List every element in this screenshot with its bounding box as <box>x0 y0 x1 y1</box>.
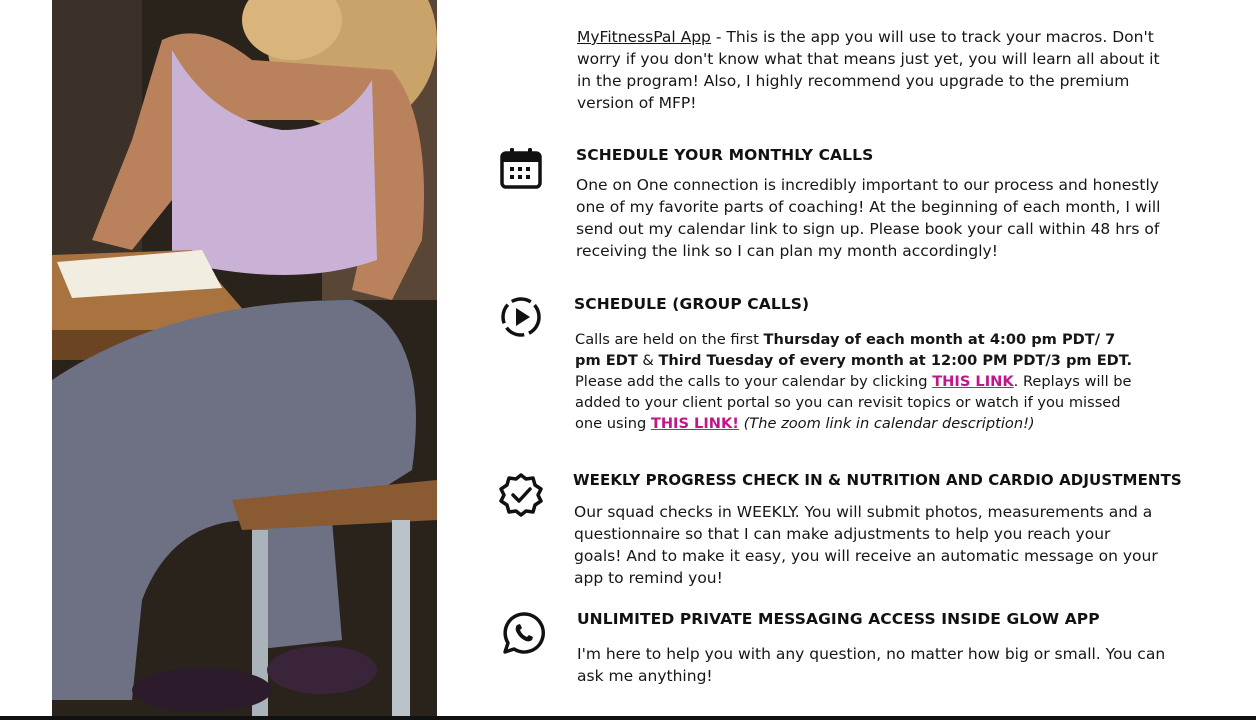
group-text-4: . Replays will be added to your client portal so you can revisit topics or watch if you missed one using <box>575 373 1132 432</box>
weekly-body: Our squad checks in WEEKLY. You will submit photos, measurements and a questionnaire so that I can make adjustments to help you reach your goals! And to make it easy, you will receive an automatic message on your app to remind you! <box>574 503 1158 587</box>
whatsapp-icon <box>502 611 546 655</box>
group-calls-heading: SCHEDULE (GROUP CALLS) <box>574 295 810 313</box>
group-text-1: Calls are held on the first <box>575 331 764 348</box>
group-thursday-time: Thursday of each month at 4:00 pm PDT/ 7 pm EDT <box>575 331 1116 369</box>
mfp-paragraph <box>577 26 1167 114</box>
group-text-3: Please add the calls to your calendar by clicking <box>575 373 933 390</box>
hero-photo <box>52 0 437 718</box>
group-calls-body <box>575 329 1135 434</box>
group-text-2: & <box>637 352 659 369</box>
calendar-link[interactable]: THIS LINK <box>932 373 1014 390</box>
mfp-app-link[interactable]: MyFitnessPal App <box>577 28 711 46</box>
messaging-body: I'm here to help you with any question, no matter how big or small. You can ask me anything! <box>577 645 1166 685</box>
woman-reading-illustration <box>52 0 437 718</box>
badge-check-icon <box>498 472 542 516</box>
mfp-text: - This is the app you will use to track your macros. Don't worry if you don't know what that means just yet, you will learn all about it in the program! Also, I highly recommend you upgrade to the premium version of MFP! <box>577 28 1160 112</box>
weekly-heading: WEEKLY PROGRESS CHECK IN & NUTRITION AND CARDIO ADJUSTMENTS <box>573 471 1182 489</box>
calendar-icon <box>499 146 543 190</box>
bottom-border <box>0 716 1256 720</box>
monthly-calls-heading: SCHEDULE YOUR MONTHLY CALLS <box>576 146 874 164</box>
replay-link[interactable]: THIS LINK! <box>650 415 739 432</box>
messaging-heading: UNLIMITED PRIVATE MESSAGING ACCESS INSIDE GLOW APP <box>577 610 1100 628</box>
play-circle-icon <box>499 295 543 339</box>
monthly-calls-body: One on One connection is incredibly important to our process and honestly one of my favorite parts of coaching! At the beginning of each month, I will send out my calendar link to sign up. Please book your call within 48 hrs of receiving the link so I can plan my month accordingly! <box>576 176 1161 260</box>
zoom-note: (The zoom link in calendar description!) <box>743 415 1035 432</box>
group-tuesday-time: Third Tuesday of every month at 12:00 PM PDT/3 pm EDT. <box>658 352 1133 369</box>
